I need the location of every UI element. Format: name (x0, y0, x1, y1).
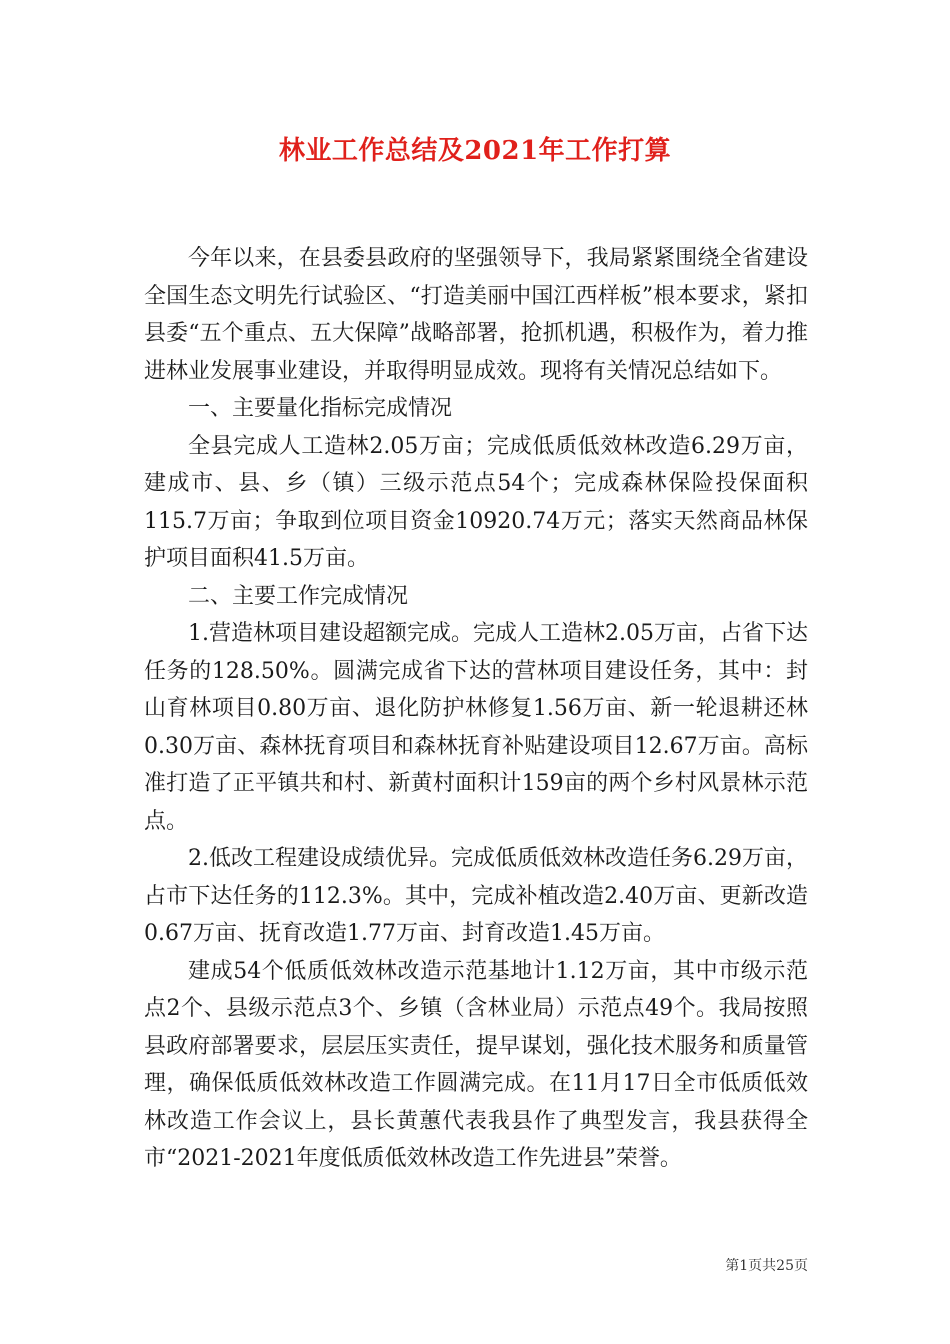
item-1-paragraph: 1.营造林项目建设超额完成。完成人工造林2.05万亩，占省下达任务的128.50%。圆满完成省下达的营林项目建设任务，其中：封山育林项目0.80万亩、退化防护林修复1.56万亩、新一轮退耕还林0.30万亩、森林抚育项目和森林抚育补贴建设项目12.67万亩。高标准打造了正平镇共和村、新黄村面积计159亩的两个乡村风景林示范点。 (144, 621, 808, 834)
document-body (144, 240, 808, 1178)
item-2-paragraph: 2.低改工程建设成绩优异。完成低质低效林改造任务6.29万亩，占市下达任务的112.3%。其中，完成补植改造2.40万亩、更新改造0.67万亩、抚育改造1.77万亩、封育改造1.45万亩。 (144, 846, 808, 946)
section-heading-1: 一、主要量化指标完成情况 (188, 396, 453, 421)
section-heading-2: 二、主要工作完成情况 (188, 583, 409, 609)
document-title: 林业工作总结及2021年工作打算 (278, 136, 672, 166)
page-number: 第1页共25页 (725, 1258, 808, 1274)
intro-paragraph: 今年以来，在县委县政府的坚强领导下，我局紧紧围绕全省建设全国生态文明先行试验区、“打造美丽中国江西样板”根本要求，紧扣县委“五个重点、五大保障”战略部署，抢抓机遇，积极作为，着力推进林业发展事业建设，并取得明显成效。现将有关情况总结如下。 (144, 246, 808, 384)
item-2-detail-paragraph: 建成54个低质低效林改造示范基地计1.12万亩，其中市级示范点2个、县级示范点3个、乡镇（含林业局）示范点49个。我局按照县政府部署要求，层层压实责任，提早谋划，强化技术服务和质量管理，确保低质低效林改造工作圆满完成。在11月17日全市低质低效林改造工作会议上，县长黄蕙代表我县作了典型发言，我县获得全市“2021-2021年度低质低效林改造工作先进县”荣誉。 (144, 958, 808, 1171)
section-1-paragraph: 全县完成人工造林2.05万亩；完成低质低效林改造6.29万亩，建成市、县、乡（镇）三级示范点54个；完成森林保险投保面积115.7万亩；争取到位项目资金10920.74万元；落实天然商品林保护项目面积41.5万亩。 (144, 433, 808, 571)
